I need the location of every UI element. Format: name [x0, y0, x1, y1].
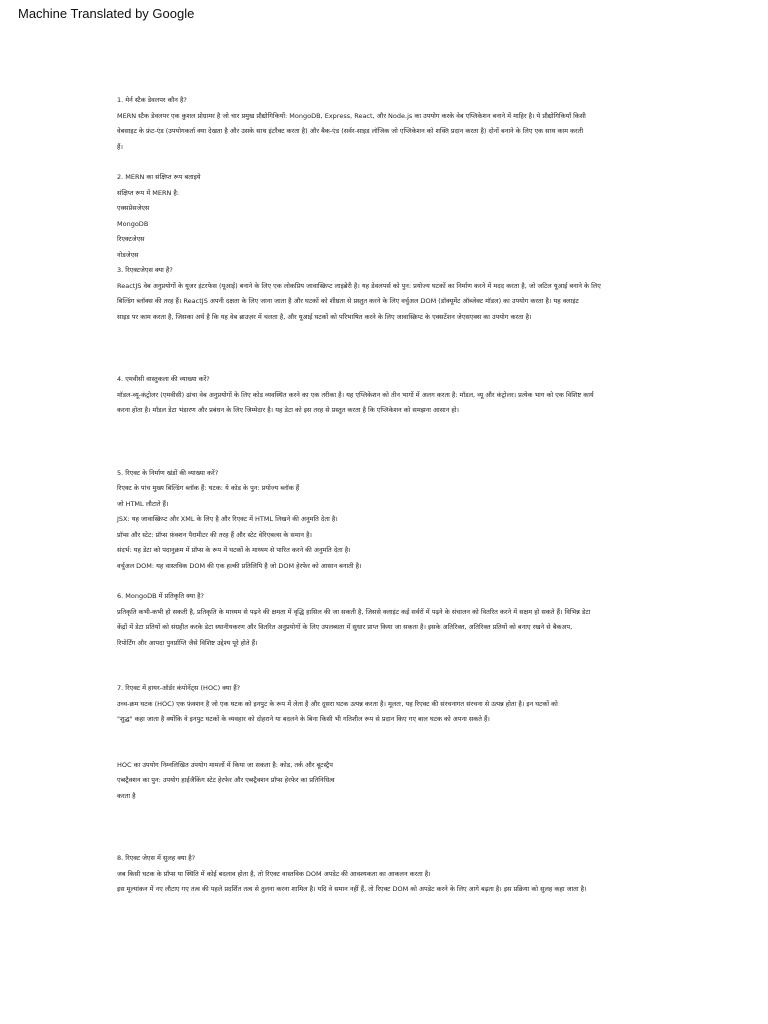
answer-line: HOC का उपयोग निम्नलिखित उपयोग मामलों में किया जा सकता है: कोड, तर्क और बूटस्ट्रैप: [117, 760, 333, 769]
answer-line: बिल्डिंग ब्लॉक्स की तरह हैं। ReactJS अपनी दक्षता के लिए जाना जाता है और घटकों को शीघ्रता से प्रस्तुत करने के लिए वर्चुअल DOM (डॉक्यूमेंट ऑब्जेक्ट मॉडल) का उपयोग करता है। यह क्लाइंट: [117, 297, 579, 305]
spacer: [117, 651, 637, 681]
answer-line: वेबसाइट के फ्रंट-एंड (उपयोगकर्ता क्या देखता है और उसके साथ इंटरैक्ट करता है) और बैक-एंड (सर्वर-साइड लॉजिक जो एप्लिकेशन को शक्ति प्रदान करता है) दोनों बनाने के लिए एक साथ काम करती: [117, 127, 584, 135]
question-heading: 6. MongoDB में प्रतिकृति क्या है?: [117, 592, 204, 600]
question-heading: 4. एमवीसी वास्तुकला की व्याख्या करें?: [117, 375, 210, 383]
section-q7: [117, 681, 637, 728]
answer-line: संक्षिप्त रूप में MERN है:: [117, 188, 180, 197]
answer-line: MongoDB: [117, 219, 149, 228]
section-q2: [117, 170, 637, 263]
answer-line: एक्सप्रेसजेएस: [117, 204, 150, 212]
answer-line: रिएक्ट के पांच मुख्य बिल्डिंग ब्लॉक हैं: घटक: ये कोड के पुन: प्रयोज्य ब्लॉक हैं: [117, 484, 300, 492]
question-heading: 2. MERN का संक्षिप्त रूप बताइये: [117, 173, 201, 181]
spacer: [117, 728, 637, 758]
spacer: [117, 325, 637, 372]
question-heading: 5. रिएक्ट के निर्माण खंडों की व्याख्या करें?: [117, 468, 219, 477]
spacer: [117, 155, 637, 170]
answer-line: उच्च-क्रम घटक (HOC) एक फ़ंक्शन है जो एक घटक को इनपुट के रूप में लेता है और दूसरा घटक उत्पन्न करता है। मूलतः, यह रिएक्ट की संरचनागत संरचना से उत्पन्न होता है। इन घटकों को: [117, 699, 558, 708]
section-q6: [117, 589, 637, 651]
answer-line: MERN स्टैक डेवलपर एक कुशल प्रोग्रामर है जो चार प्रमुख प्रौद्योगिकियों: MongoDB, Express, React, और Node.js का उपयोग करके वेब एप्लिकेशन बनाने में माहिर है। ये प्रौद्योगिकियाँ किसी: [117, 111, 586, 120]
question-heading: 3. रिएक्टजेएस क्या है?: [117, 266, 173, 274]
answer-line: साइड पर काम करता है, जिसका अर्थ है कि यह वेब ब्राउज़र में चलता है, और यूआई घटकों को परिभाषित करने के लिए जावास्क्रिप्ट के एक्सटेंशन जेएसएक्स का उपयोग करता है।: [117, 312, 532, 321]
question-heading: 7. रिएक्ट में हायर-ऑर्डर कंपोनेंट्स (HOC) क्या हैं?: [117, 684, 241, 692]
answer-line: एब्स्ट्रैक्शन का पुन: उपयोग हाईजैकिंग स्टेट हेरफेर और एब्स्ट्रैक्शन प्रॉप्स हेरफेर का प्रतिनिधित्व: [117, 776, 335, 784]
question-heading: 1. मेर्न स्टैक डेवलपर कौन है?: [117, 96, 187, 104]
section-q4: [117, 372, 637, 419]
answer-line: "शुद्ध" कहा जाता है क्योंकि वे इनपुट घटकों के व्यवहार को दोहराने या बदलने के बिना किसी भी गतिशील रूप से प्रदान किए गए बाल घटक को अपना सकते हैं।: [117, 715, 490, 723]
section-q3: [117, 263, 637, 325]
answer-line: नोडजेएस: [117, 250, 139, 259]
answer-line: मॉडल-व्यू-कंट्रोलर (एमवीसी) ढांचा वेब अनुप्रयोगों के लिए कोड व्यवस्थित करने का एक तरीका है। यह एप्लिकेशन को तीन भागों में अलग करता है: मॉडल, व्यू और कंट्रोलर। प्रत्येक भाग को एक विशिष्ट कार्य: [117, 390, 594, 399]
machine-translated-label: Machine Translated by Google: [18, 6, 195, 21]
answer-line: रिएक्टजेएस: [117, 235, 145, 243]
answer-line: करता है: [117, 791, 136, 800]
answer-line: JSX: यह जावास्क्रिप्ट और XML के लिए है और रिएक्ट में HTML लिखने की अनुमति देता है।: [117, 515, 338, 523]
spacer: [117, 419, 637, 466]
answer-line: रिपोर्टिंग और आपदा पुनर्प्राप्ति जैसे विशिष्ट उद्देश्य पूरे होते हैं।: [117, 638, 258, 647]
answer-line: जो HTML लौटाते हैं।: [117, 499, 169, 508]
answer-line: वर्चुअल DOM: यह वास्तविक DOM की एक हल्की प्रतिलिपि है जो DOM हेरफेर को आसान बनाती है।: [117, 561, 362, 570]
answer-line: करना होता है। मॉडल डेटा भंडारण और प्रबंधन के लिए जिम्मेदार है। यह डेटा को इस तरह से प्रस्तुत करता है कि एप्लिकेशन को समझना आसान हो।: [117, 406, 459, 414]
answer-line: प्रतिकृति कभी-कभी हो सकती है, प्रतिकृति के माध्यम से पढ़ने की क्षमता में वृद्धि हासिल की जा सकती है, जिससे क्लाइंट कई सर्वरों में पढ़ने के संचालन को वितरित करने में सक्षम हो सकते हैं। विभिन्न डेटा: [117, 607, 591, 616]
section-q8: [117, 851, 637, 898]
answer-line: संदर्भ: यह डेटा को पदानुक्रम में प्रॉप्स के रूप में घटकों के माध्यम से पारित करने की अनुमति देता है।: [117, 546, 351, 554]
spacer: [117, 804, 637, 851]
answer-line: प्रॉप्स और स्टेट: प्रॉप्स फ़ंक्शन पैरामीटर की तरह हैं और स्टेट वेरिएबल्स के समान है।: [117, 530, 312, 539]
section-q5: [117, 466, 637, 575]
section-q1: [117, 93, 637, 155]
spacer: [117, 574, 637, 589]
section-hoc-uses: [117, 758, 637, 805]
answer-line: जब किसी घटक के प्रॉप्स या स्थिति में कोई बदलाव होता है, तो रिएक्ट वास्तविक DOM अपडेट की आवश्यकता का आकलन करता है।: [117, 869, 431, 878]
answer-line: केंद्रों में डेटा प्रतियों को संग्रहीत करके डेटा स्थानीयकरण और वितरित अनुप्रयोगों के लिए उपलब्धता में सुधार प्राप्त किया जा सकता है। इसके अतिरिक्त, अतिरिक्त प्रतियों को बनाए रखने से बैकअप,: [117, 623, 573, 631]
answer-line: इस मूल्यांकन में नए लौटाए गए तत्व की पहले प्रदर्शित तत्व से तुलना करना शामिल है। यदि वे समान नहीं हैं, तो रिएक्ट DOM को अपडेट करने के लिए आगे बढ़ता है। इस प्रक्रिया को सुलह कहा जाता है।: [117, 885, 587, 893]
document-body: [117, 93, 637, 898]
answer-line: ReactJS वेब अनुप्रयोगों के यूजर इंटरफेस (यूआई) बनाने के लिए एक लोकप्रिय जावास्क्रिप्ट लाइब्रेरी है। यह डेवलपर्स को पुन: प्रयोज्य घटकों का निर्माण करने में मदद करता है, जो जटिल यूआई बनाने के लिए: [117, 281, 601, 290]
answer-line: हैं।: [117, 142, 123, 151]
question-heading: 8. रिएक्ट जेएस में सुलह क्या है?: [117, 854, 196, 862]
